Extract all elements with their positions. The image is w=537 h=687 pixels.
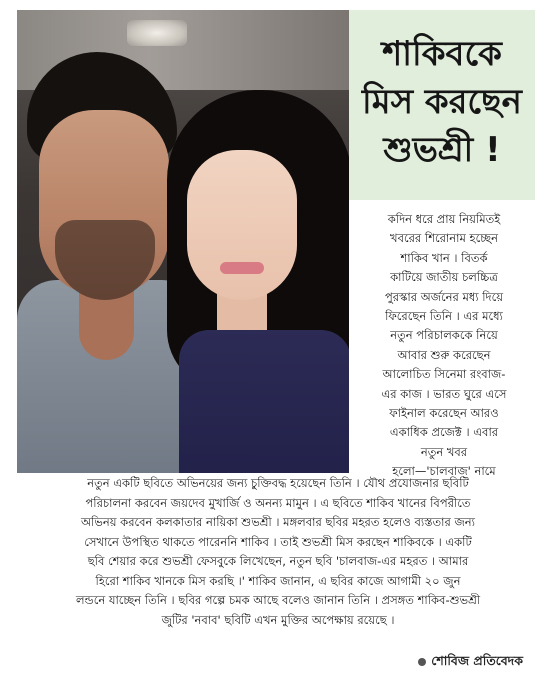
photo-woman-dress [179, 330, 349, 473]
headline-box [349, 10, 535, 200]
byline [418, 653, 523, 673]
side-line: একাধিক প্রজেক্ট । এবার [389, 425, 499, 440]
body-line: লন্ডনে যাচ্ছেন তিনি । ছবির গল্পে চমক আছে বলেও জানান তিনি । প্রসঙ্গত শাকিব-শুভশ্রী [75, 593, 481, 607]
headline-line-3: শুভশ্রী ! [383, 130, 501, 170]
body-line: জুটির 'নবাব' ছবিটি এখন মুক্তির অপেক্ষায় রয়েছে । [161, 612, 395, 627]
photo-woman-lips [220, 262, 264, 274]
side-line: ফাইনাল করেছেন আরও [389, 406, 499, 421]
photo-woman-face [187, 150, 297, 300]
bullet-icon [418, 658, 426, 666]
side-line: নতুন পরিচালককে নিয়ে [390, 328, 498, 343]
side-line: নতুন খবর [420, 444, 468, 459]
body-line: সেখানে উপস্থিত থাকতে পারেননি শাকিব । তাই শুভশ্রী মিস করছেন শাকিবকে । একটি [84, 534, 472, 549]
side-line: কাটিয়ে জাতীয় চলচ্চিত্র [390, 270, 498, 285]
photo-ceiling-light [127, 20, 187, 46]
side-line: কদিন ধরে প্রায় নিয়মিতই [387, 212, 501, 226]
side-line: হলো—'চালবাজ' নামে [392, 464, 496, 479]
body-line: অভিনয় করবেন কলকাতার নায়িকা শুভশ্রী । মঙ্গলবার ছবির মহরত হলেও ব্যস্ততার জন্য [81, 515, 475, 529]
side-line: খবরের শিরোনাম হচ্ছেন [390, 231, 498, 246]
body-line: ছবি শেয়ার করে শুভশ্রী ফেসবুকে লিখেছেন, নতুন ছবি 'চালবাজ-এর মহরত । আমার [87, 554, 469, 568]
body-line: নতুন একটি ছবিতে অভিনয়ের জন্য চুক্তিবদ্ধ হয়েছেন তিনি । যৌথ প্রযোজনার ছবিটি [87, 476, 469, 490]
body-line: পরিচালনা করবেন জয়দেব মুখার্জি ও অনন্য মামুন । এ ছবিতে শাকিব খানের বিপরীতে [85, 495, 471, 510]
byline-text: শোবিজ প্রতিবেদক [431, 653, 523, 668]
bottom-column-text [22, 474, 534, 630]
body-line: হিরো শাকিব খানকে মিস করছি ।' শাকিব জানান, এ ছবির কাজে আগামী ২০ জুন [95, 573, 461, 588]
side-line: শাকিব খান । বিতর্ক [400, 250, 488, 265]
side-line: ফিরেছেন তিনি । এর মধ্যে [385, 309, 503, 324]
side-column-text [355, 210, 533, 482]
headline-line-2: মিস করছেন [362, 82, 522, 122]
headline-line-1: শাকিবকে [382, 34, 502, 74]
side-line: আলোচিত সিনেমা রংবাজ- [382, 367, 506, 382]
side-line: এর কাজ । ভারত ঘুরে এসে [381, 386, 507, 401]
article-photo [17, 10, 349, 473]
side-line: আবার শুরু করেছেন [397, 347, 491, 362]
side-line: পুরস্কার অর্জনের মধ্য দিয়ে [385, 289, 503, 304]
